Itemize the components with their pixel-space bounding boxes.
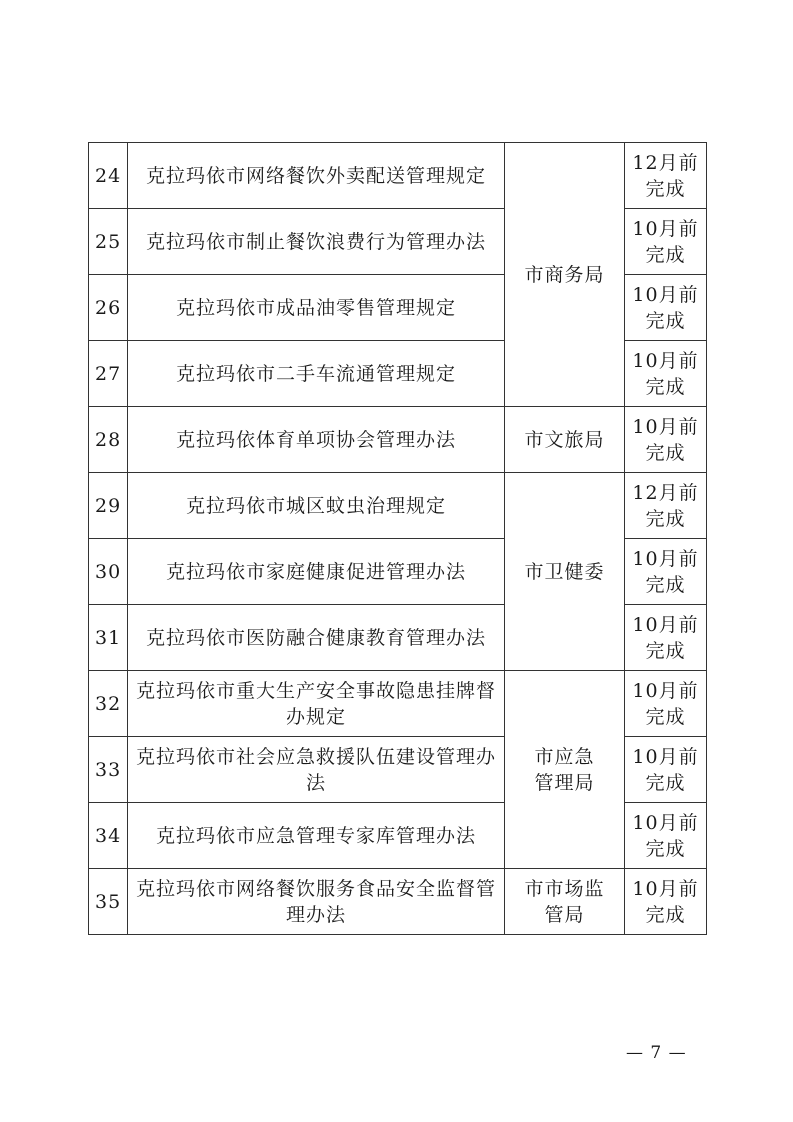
completion-time: 10月前 完成: [625, 341, 707, 407]
completion-time: 12月前 完成: [625, 473, 707, 539]
row-number: 30: [89, 539, 128, 605]
completion-time: 10月前 完成: [625, 539, 707, 605]
completion-time: 10月前 完成: [625, 671, 707, 737]
regulation-name: 克拉玛依市医防融合健康教育管理办法: [128, 605, 505, 671]
row-number: 28: [89, 407, 128, 473]
row-number: 24: [89, 143, 128, 209]
completion-time: 10月前 完成: [625, 407, 707, 473]
regulation-name: 克拉玛依体育单项协会管理办法: [128, 407, 505, 473]
regulation-name: 克拉玛依市成品油零售管理规定: [128, 275, 505, 341]
regulation-name: 克拉玛依市应急管理专家库管理办法: [128, 803, 505, 869]
table-row: [89, 473, 707, 539]
completion-time: 10月前 完成: [625, 803, 707, 869]
row-number: 31: [89, 605, 128, 671]
completion-time: 10月前 完成: [625, 275, 707, 341]
row-number: 29: [89, 473, 128, 539]
completion-time: 12月前 完成: [625, 143, 707, 209]
row-number: 26: [89, 275, 128, 341]
regulation-name: 克拉玛依市重大生产安全事故隐患挂牌督办规定: [128, 671, 505, 737]
regulation-name: 克拉玛依市网络餐饮服务食品安全监督管理办法: [128, 869, 505, 935]
table-row: [89, 671, 707, 737]
completion-time: 10月前 完成: [625, 209, 707, 275]
row-number: 25: [89, 209, 128, 275]
regulation-name: 克拉玛依市家庭健康促进管理办法: [128, 539, 505, 605]
row-number: 27: [89, 341, 128, 407]
row-number: 33: [89, 737, 128, 803]
table-row: [89, 143, 707, 209]
responsible-department: 市商务局: [505, 143, 625, 407]
completion-time: 10月前 完成: [625, 605, 707, 671]
completion-time: 10月前 完成: [625, 869, 707, 935]
table-row: [89, 407, 707, 473]
row-number: 34: [89, 803, 128, 869]
responsible-department: 市文旅局: [505, 407, 625, 473]
responsible-department: 市卫健委: [505, 473, 625, 671]
row-number: 35: [89, 869, 128, 935]
responsible-department: 市市场监 管局: [505, 869, 625, 935]
table-row: [89, 869, 707, 935]
regulation-name: 克拉玛依市制止餐饮浪费行为管理办法: [128, 209, 505, 275]
regulation-name: 克拉玛依市网络餐饮外卖配送管理规定: [128, 143, 505, 209]
completion-time: 10月前 完成: [625, 737, 707, 803]
regulation-name: 克拉玛依市社会应急救援队伍建设管理办法: [128, 737, 505, 803]
regulation-name: 克拉玛依市城区蚊虫治理规定: [128, 473, 505, 539]
page-number: — 7 —: [626, 1043, 687, 1063]
regulation-plan-table: [88, 142, 707, 935]
responsible-department: 市应急 管理局: [505, 671, 625, 869]
row-number: 32: [89, 671, 128, 737]
regulation-name: 克拉玛依市二手车流通管理规定: [128, 341, 505, 407]
